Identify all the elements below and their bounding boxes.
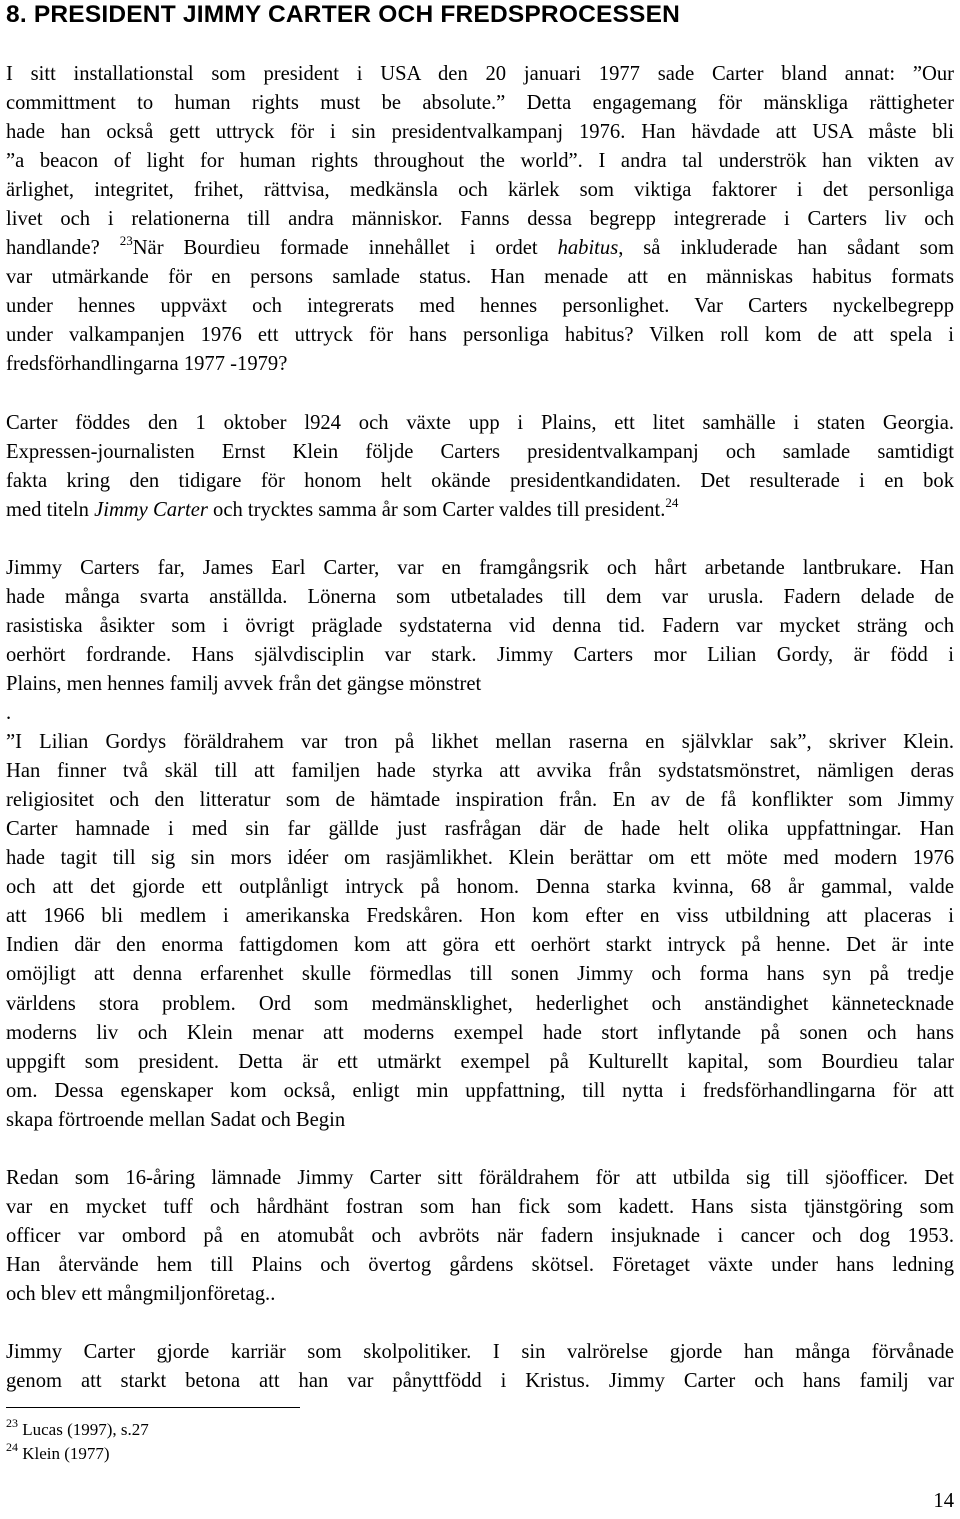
text-line (6, 728, 954, 757)
text-line (6, 873, 954, 902)
paragraph (6, 554, 954, 1135)
text-line (6, 844, 954, 873)
text-run: Expressen-journalisten Ernst Klein följde Carters presidentvalkampanj och samlade samtidigt (6, 440, 954, 463)
text-run: omöjligt att denna erfarenhet skulle förmedlas till sonen Jimmy och forma hans syn på tredje (6, 963, 954, 986)
text-run: Jimmy Carters far, James Earl Carter, var en framgångsrik och hårt arbetande lantbrukare. Han (6, 556, 954, 579)
text-run: under hennes uppväxt och integrerats med hennes personlighet. Var Carters nyckelbegrepp (6, 295, 954, 318)
text-line (6, 1193, 954, 1222)
text-line (6, 1164, 954, 1193)
italic-term-habitus: habitus (557, 237, 619, 260)
text-run: Han finner två skäl till att familjen hade styrka att avvika från sydstatsmönstret, nämligen deras (6, 760, 954, 783)
text-run: Carter föddes den 1 oktober l924 och växte upp i Plains, ett litet samhälle i staten Georgia. (6, 411, 954, 434)
text-run: Redan som 16-åring lämnade Jimmy Carter sitt föräldrahem för att utbilda sig till sjöofficer. Det (6, 1166, 954, 1189)
text-run: handlande? (6, 237, 120, 260)
text-run: hade tagit till sig sin mors idéer om rasjämlikhet. Klein berättar om ett möte med modern 1976 (6, 847, 954, 870)
text-run: religiositet och den litteratur som de hämtade inspiration från. En av de få konflikter som Jimmy (6, 789, 954, 812)
text-run: skapa förtroende mellan Sadat och Begin (6, 1108, 346, 1131)
text-line (6, 60, 954, 89)
text-run: , så inkluderade han sådant som (618, 237, 954, 260)
text-run: fredsförhandlingarna 1977 -1979? (6, 353, 288, 376)
text-line (6, 467, 954, 496)
text-line (6, 786, 954, 815)
italic-book-title: Jimmy Carter (94, 498, 208, 521)
text-line (6, 176, 954, 205)
text-run: ”I Lilian Gordys föräldrahem var tron på likhet mellan raserna en självklar sak”, skriver Klein. (6, 731, 954, 754)
text-run: och att det gjorde ett outplånligt intryck på honom. Denna starka kvinna, 68 år gammal, valde (6, 876, 954, 899)
text-line (6, 409, 954, 438)
chapter-heading: 8. PRESIDENT JIMMY CARTER OCH FREDSPROCESSEN (6, 1, 681, 28)
text-line (6, 612, 954, 641)
footnotes (6, 1418, 954, 1466)
text-line (6, 990, 954, 1019)
text-line (6, 699, 954, 728)
text-run: moderns liv och Klein menar att moderns exempel hade stort inflytande på sonen och hans (6, 1021, 954, 1044)
text-run: hade många svarta anställda. Lönerna som utbetalades till dem var urusla. Fadern delade de (6, 585, 954, 608)
text-run: fakta kring den tidigare för honom helt okände presidentkandidaten. Det resulterade i en bok (6, 469, 954, 492)
text-run: I sitt installationstal som president i USA den 20 januari 1977 sade Carter bland annat: ”Our (6, 63, 954, 85)
text-line (6, 902, 954, 931)
text-run: Han återvände hem till Plains och övertog gårdens skötsel. Företaget växte under hans ledning (6, 1253, 954, 1276)
footnote-24 (6, 1442, 954, 1466)
text-line (6, 496, 954, 525)
footnote-23 (6, 1418, 954, 1442)
text-line (6, 1019, 954, 1048)
text-run: Carter hamnade i med sin far gällde just rasfrågan där de hade helt olika uppfattningar. Han (6, 818, 954, 841)
text-line (6, 931, 954, 960)
text-run: och trycktes samma år som Carter valdes till president. (207, 498, 666, 521)
text-line (6, 1367, 954, 1396)
text-line (6, 321, 954, 350)
paragraph (6, 60, 954, 380)
text-line (6, 438, 954, 467)
text-run: om. Dessa egenskaper kom också, enligt min uppfattning, till nytta i fredsförhandlingarna för att (6, 1079, 954, 1102)
paragraph (6, 1164, 954, 1309)
text-run: var utmärkande för en persons samlade status. Han menade att en människas habitus formats (6, 266, 954, 289)
text-line (6, 641, 954, 670)
text-line (6, 670, 954, 699)
text-line (6, 757, 954, 786)
text-line (6, 263, 954, 292)
paragraph (6, 1338, 954, 1396)
footnote-separator (6, 1407, 300, 1408)
text-run: världens stora problem. Ord som medmänsklighet, hederlighet och anständighet kännetecknade (6, 992, 954, 1015)
paragraph (6, 409, 954, 525)
text-line (6, 1106, 954, 1135)
text-run: genom att starkt betona att han var pånyttfödd i Kristus. Jimmy Carter och hans familj var (6, 1370, 954, 1393)
text-run: Indien där den enorma fattigdomen kom att göra ett oerhört starkt intryck på henne. Det är inte (6, 934, 954, 957)
footnote-ref-23: 23 (119, 233, 133, 249)
text-line (6, 350, 954, 379)
text-run: med titeln (6, 498, 95, 521)
text-run: att 1966 bli medlem i amerikanska Fredskåren. Hon kom efter en viss utbildning att placeras i (6, 905, 954, 928)
text-run: Plains, men hennes familj avvek från det gängse mönstret (6, 672, 482, 695)
text-line (6, 1251, 954, 1280)
text-run: hade han också gett uttryck för i sin presidentvalkampanj 1976. Han hävdade att USA måste bli (6, 121, 954, 144)
text-run: ärlighet, integritet, frihet, rättvisa, medkänsla och kärlek som viktiga faktorer i det personliga (6, 179, 954, 202)
document-page (6, 0, 954, 1519)
text-line (6, 554, 954, 583)
text-run: och blev ett mångmiljonföretag.. (6, 1282, 276, 1305)
text-line (6, 1338, 954, 1367)
text-run: oerhört fordrande. Hans självdisciplin var stark. Jimmy Carters mor Lilian Gordy, är född i (6, 643, 954, 666)
text-line (6, 1077, 954, 1106)
text-run: officer var ombord på en atomubåt och avbröts när fadern insjuknade i cancer och dog 1953. (6, 1224, 954, 1247)
text-run: uppgift som president. Detta är ett utmärkt exempel på Kulturellt kapital, som Bourdieu talar (6, 1050, 954, 1073)
text-run: När Bourdieu formade innehållet i ordet (132, 237, 558, 260)
text-line (6, 960, 954, 989)
text-run: livet och i relationerna till andra människor. Fanns dessa begrepp integrerade i Carters liv och (6, 208, 954, 231)
footnote-number: 23 (6, 1416, 18, 1431)
text-run: Jimmy Carter gjorde karriär som skolpolitiker. I sin valrörelse gjorde han många förvånade (6, 1341, 954, 1364)
text-run: ”a beacon of light for human rights throughout the world”. I andra tal underströk han vikten av (6, 150, 954, 173)
text-line (6, 147, 954, 176)
footnote-text: Lucas (1997), s.27 (18, 1420, 149, 1439)
text-line (6, 118, 954, 147)
body-text (6, 60, 954, 1396)
text-line (6, 1280, 954, 1309)
text-line (6, 583, 954, 612)
footnote-ref-24: 24 (665, 494, 679, 510)
footnote-text: Klein (1977) (18, 1444, 110, 1463)
text-run: . (6, 702, 12, 725)
text-run: committment to human rights must be absolute.” Detta engagemang för mänskliga rättigheter (6, 92, 954, 115)
text-run: var en mycket tuff och hårdhänt fostran som han fick som kadett. Hans sista tjänstgöring som (6, 1195, 954, 1218)
text-run: rasistiska åsikter som i övrigt präglade sydstaterna vid denna tid. Fadern var mycket sträng och (6, 614, 954, 637)
text-line (6, 89, 954, 118)
page-number: 14 (933, 1490, 954, 1512)
text-run: under valkampanjen 1976 ett uttryck för hans personliga habitus? Vilken roll kom de att spela i (6, 324, 954, 347)
text-line (6, 1222, 954, 1251)
text-line (6, 205, 954, 234)
text-line (6, 292, 954, 321)
text-line (6, 1048, 954, 1077)
text-line (6, 815, 954, 844)
text-line (6, 234, 954, 263)
footnote-number: 24 (6, 1440, 18, 1455)
